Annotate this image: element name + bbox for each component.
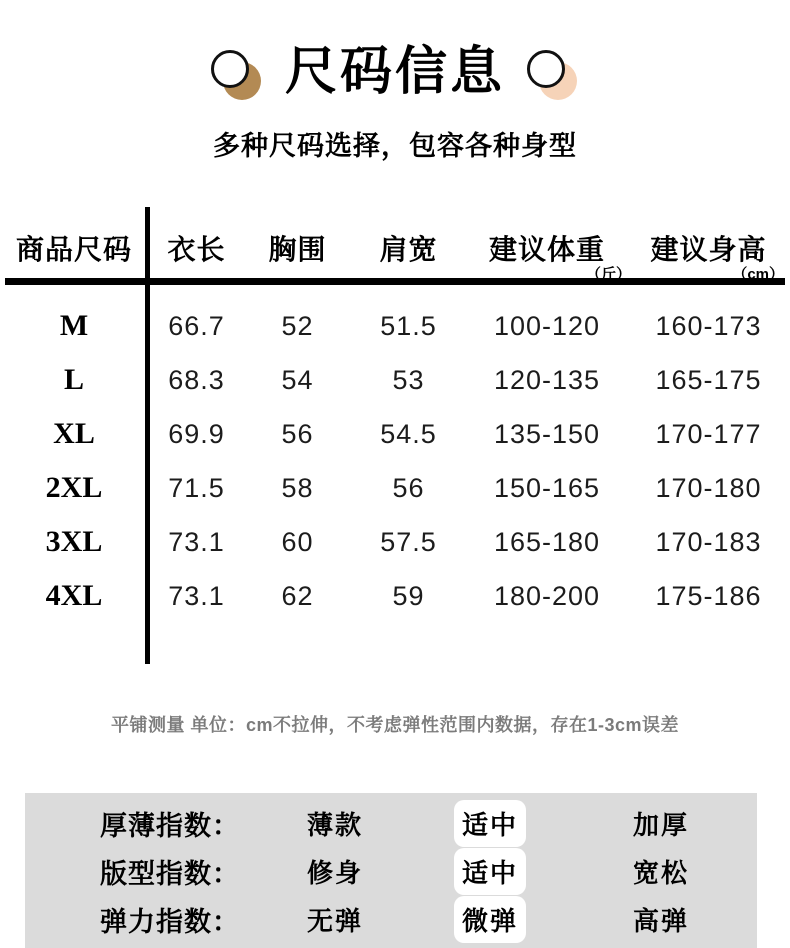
table-row — [0, 353, 790, 407]
size-value: 59 — [392, 580, 425, 611]
size-value: 54.5 — [380, 418, 437, 449]
column-header-shoulder: 肩宽 — [379, 234, 438, 265]
index-row — [25, 895, 757, 943]
index-option: 加厚 — [632, 809, 689, 840]
size-value: 52 — [281, 310, 314, 341]
index-option-cell — [415, 848, 565, 895]
size-value: 160-173 — [655, 310, 762, 341]
size-label: M — [59, 309, 89, 342]
index-option-cell — [565, 853, 757, 890]
index-option-cell — [255, 901, 415, 938]
size-value: 73.1 — [168, 580, 225, 611]
index-option-cell — [565, 805, 757, 842]
size-label: 4XL — [45, 579, 103, 612]
column-header-size: 商品尺码 — [15, 234, 132, 265]
size-value: 56 — [281, 418, 314, 449]
size-value: 51.5 — [380, 310, 437, 341]
circle-icon — [211, 50, 249, 88]
index-option: 高弹 — [632, 905, 689, 936]
index-option-cell — [255, 805, 415, 842]
size-label: XL — [53, 417, 95, 450]
page-title: 尺码信息 — [284, 43, 505, 101]
size-value: 71.5 — [168, 472, 225, 503]
size-table-header — [0, 207, 790, 283]
index-option-cell — [255, 853, 415, 890]
circle-icon — [527, 50, 565, 88]
size-value: 60 — [281, 526, 314, 557]
index-row-label: 版型指数： — [100, 858, 240, 889]
weight-unit-label: （斤） — [585, 266, 631, 283]
size-value: 150-165 — [493, 472, 601, 503]
size-value: 100-120 — [493, 310, 601, 341]
decorative-circle-left — [211, 48, 263, 100]
table-row — [0, 515, 790, 569]
column-header-weight-label: 建议体重 — [488, 234, 605, 265]
table-row — [0, 407, 790, 461]
size-value: 165-180 — [493, 526, 601, 557]
index-option-selected: 适中 — [454, 800, 526, 847]
table-row — [0, 569, 790, 623]
size-value: 170-180 — [655, 472, 762, 503]
index-option: 薄款 — [306, 809, 363, 840]
index-row — [25, 847, 757, 895]
size-value: 54 — [281, 364, 314, 395]
size-value: 58 — [281, 472, 314, 503]
size-value: 53 — [392, 364, 425, 395]
size-value: 165-175 — [655, 364, 762, 395]
size-value: 57.5 — [380, 526, 437, 557]
index-option-cell — [415, 896, 565, 943]
size-value: 73.1 — [168, 526, 225, 557]
index-option: 无弹 — [306, 905, 363, 936]
index-row-label: 弹力指数： — [100, 906, 240, 937]
size-value: 69.9 — [168, 418, 225, 449]
column-header-height-label: 建议身高 — [650, 234, 767, 265]
height-unit-label: （cm） — [732, 266, 784, 283]
index-option-selected: 微弹 — [454, 896, 526, 943]
size-value: 170-177 — [655, 418, 762, 449]
size-value: 68.3 — [168, 364, 225, 395]
title-section — [0, 0, 790, 108]
index-option-cell — [415, 800, 565, 847]
decorative-circle-right — [527, 48, 579, 100]
table-row — [0, 299, 790, 353]
size-value: 170-183 — [655, 526, 762, 557]
size-label: L — [63, 363, 84, 396]
column-header-length: 衣长 — [167, 234, 226, 265]
size-label: 3XL — [45, 525, 103, 558]
size-table — [0, 207, 790, 664]
index-row — [25, 799, 757, 847]
size-value: 56 — [392, 472, 425, 503]
size-value: 135-150 — [493, 418, 601, 449]
column-header-height — [627, 228, 790, 283]
column-header-chest: 胸围 — [268, 234, 327, 265]
size-value: 66.7 — [168, 310, 225, 341]
index-panel — [25, 793, 757, 948]
index-option-selected: 适中 — [454, 848, 526, 895]
size-label: 2XL — [45, 471, 103, 504]
measurement-note: 平铺测量 单位：cm不拉伸，不考虑弹性范围内数据，存在1-3cm误差 — [110, 715, 680, 735]
index-option: 修身 — [306, 857, 363, 888]
index-row-label: 厚薄指数： — [100, 810, 240, 841]
size-value: 180-200 — [493, 580, 601, 611]
size-table-body — [0, 285, 790, 623]
size-value: 175-186 — [655, 580, 762, 611]
page-subtitle: 多种尺码选择，包容各种身型 — [213, 131, 577, 161]
table-header-divider — [5, 278, 785, 285]
column-header-weight — [467, 228, 631, 283]
index-option-cell — [565, 901, 757, 938]
size-value: 120-135 — [493, 364, 601, 395]
index-option: 宽松 — [632, 857, 689, 888]
size-value: 62 — [281, 580, 314, 611]
table-row — [0, 461, 790, 515]
